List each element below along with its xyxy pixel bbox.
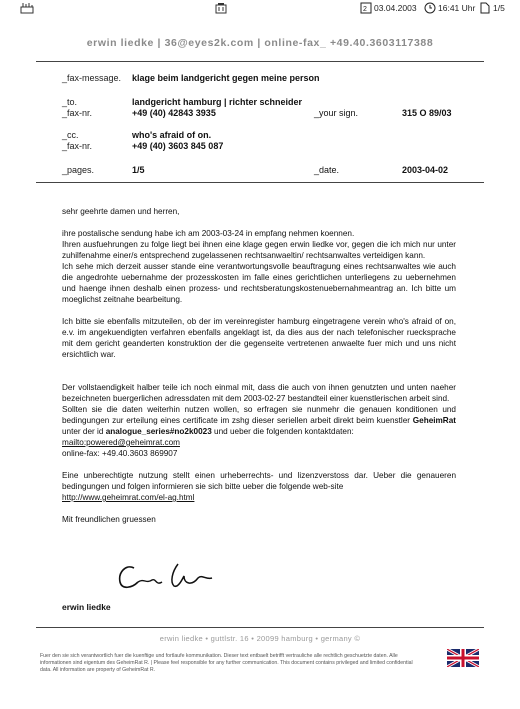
paragraph: Der vollstaendigkeit halber teile ich noch einmal mit, dass die auch von ihnen genutzten und unten naeher bezeichneten buergerlichen adressdaten mit dem 2003-02-27 bestandteil einer kuenstlerischen arbeit sind. (62, 383, 456, 403)
fax-date: 03.04.2003 (374, 3, 417, 13)
pages-value: 1/5 (132, 165, 145, 175)
letterhead: erwin liedke | 36@eyes2k.com | online-fax_ +49.40.3603117388 (86, 37, 434, 49)
to-value: landgericht hamburg | richter schneider (132, 97, 303, 107)
your-sign-value: 315 O 89/03 (402, 108, 452, 118)
cc-value: who's afraid of on. (132, 130, 212, 140)
fax-time: 16:41 Uhr (438, 3, 476, 13)
website-link[interactable]: http://www.geheimrat.com/el-ag.html (62, 493, 195, 502)
signer-name: erwin liedke (62, 602, 111, 612)
paragraph: Sollten sie die daten weiterhin nutzen wollen, so erfragen sie nunmehr die genauen konditionen und bedingungen zur erteilung eines certificate im zshg dieser seriellen arbeit direkt beim kuenstler GeheimRat unter der id analogue_series#no2k0023 und ueber die folgenden kontaktdaten: (62, 405, 456, 436)
your-sign-label: _your sign. (314, 108, 359, 118)
divider (36, 182, 484, 183)
fax-pages: 1/5 (493, 3, 505, 13)
to-label: _to. (62, 97, 78, 107)
to-fax-label: _fax-nr. (62, 108, 93, 118)
paragraph: Ihren ausfuehrungen zu folge liegt bei ihnen eine klage gegen erwin liedke vor, gegen die ich mich nur unter zuhilfenahme einer/s entsprechend zugelassenen rechtsanwaeltin/ rechtsanwaltes verteidigen kann. (62, 240, 456, 260)
fax-message-value: klage beim landgericht gegen meine person (132, 73, 320, 83)
series-id: analogue_series#no2k0023 (105, 427, 212, 436)
cc-fax-value: +49 (40) 3603 845 087 (132, 141, 224, 151)
online-fax-number: online-fax: +49.40.3603 869907 (62, 449, 178, 458)
clock-icon (424, 2, 436, 14)
date-value: 2003-04-02 (402, 165, 449, 175)
artist-name: GeheimRat (412, 416, 456, 425)
to-fax-value: +49 (40) 42843 3935 (132, 108, 216, 118)
cc-fax-label: _fax-nr. (62, 141, 93, 151)
signature (112, 556, 222, 594)
cc-label: _cc. (62, 130, 79, 140)
paragraph: Ich bitte sie ebenfalls mitzuteilen, ob der im vereinregister hamburg eingetragene verein who's afraid of on, e.v. im angekuendigten verfahren ebenfalls angeklagt ist, da dies aus der nach telefonischer ruecksprache mit dem gericht geanderten konstruktion der die gegenseite vertretenen anwaelte fuer mich und uns nicht ersichtlich war. (62, 317, 456, 359)
closing: Mit freundlichen gruessen (62, 515, 156, 524)
paragraph: Eine unberechtigte nutzung stellt einen urheberrechts- und lizenzverstoss dar. Ueber die genaueren bedingungen und folgen informieren sie sich bitte ueber die folgende web-site (62, 471, 456, 491)
svg-text:2: 2 (363, 6, 367, 13)
date-icon (360, 2, 372, 14)
footer-address: erwin liedke • guttlstr. 16 • 20099 hamburg • germany © (159, 634, 361, 643)
letter-body (62, 206, 456, 525)
pages-label: _pages. (62, 165, 95, 175)
paragraph: Ich sehe mich derzeit ausser stande eine verantwortungsvolle beauftragung eines rechtsanwaltes wie auch die angedrohte uebernahme der prozesskosten im falle eines gerichtlichen unterliegens zu uebernehmen und haenge ihnen deshalb einen prozess- und rechtsberatungskostenuebernahmeantrag an. Ich bitte um moeglichst zeitnahe bearbeitung. (62, 262, 456, 304)
phone-icon (214, 2, 228, 14)
paragraph: ihre postalische sendung habe ich am 2003-03-24 in empfang nehmen koennen. (62, 229, 355, 238)
flag-icon (447, 649, 479, 667)
date-label: _date. (314, 165, 340, 175)
divider (36, 627, 484, 628)
divider (36, 61, 484, 62)
footer-disclaimer: Fuer den sie sich verantwortlich fuer die kuenftige und fortlaufe kommunikation. Dieser text entbaelt betrifft vertrauliche alle rechtlich geschuetzte daten. Alle informationen sind eigentum des GeheimRat R. | Please feel responsible for any further communication. This document contains privileged and limited confidential data. All information are property of GeheimRat R. (40, 653, 413, 673)
mailto-link[interactable]: mailto:powered@geheimrat.com (62, 438, 180, 447)
fax-logo-icon (20, 2, 34, 14)
salutation: sehr geehrte damen und herren, (62, 207, 180, 216)
fax-message-label: _fax-message. (62, 73, 122, 83)
page-icon (480, 2, 490, 14)
